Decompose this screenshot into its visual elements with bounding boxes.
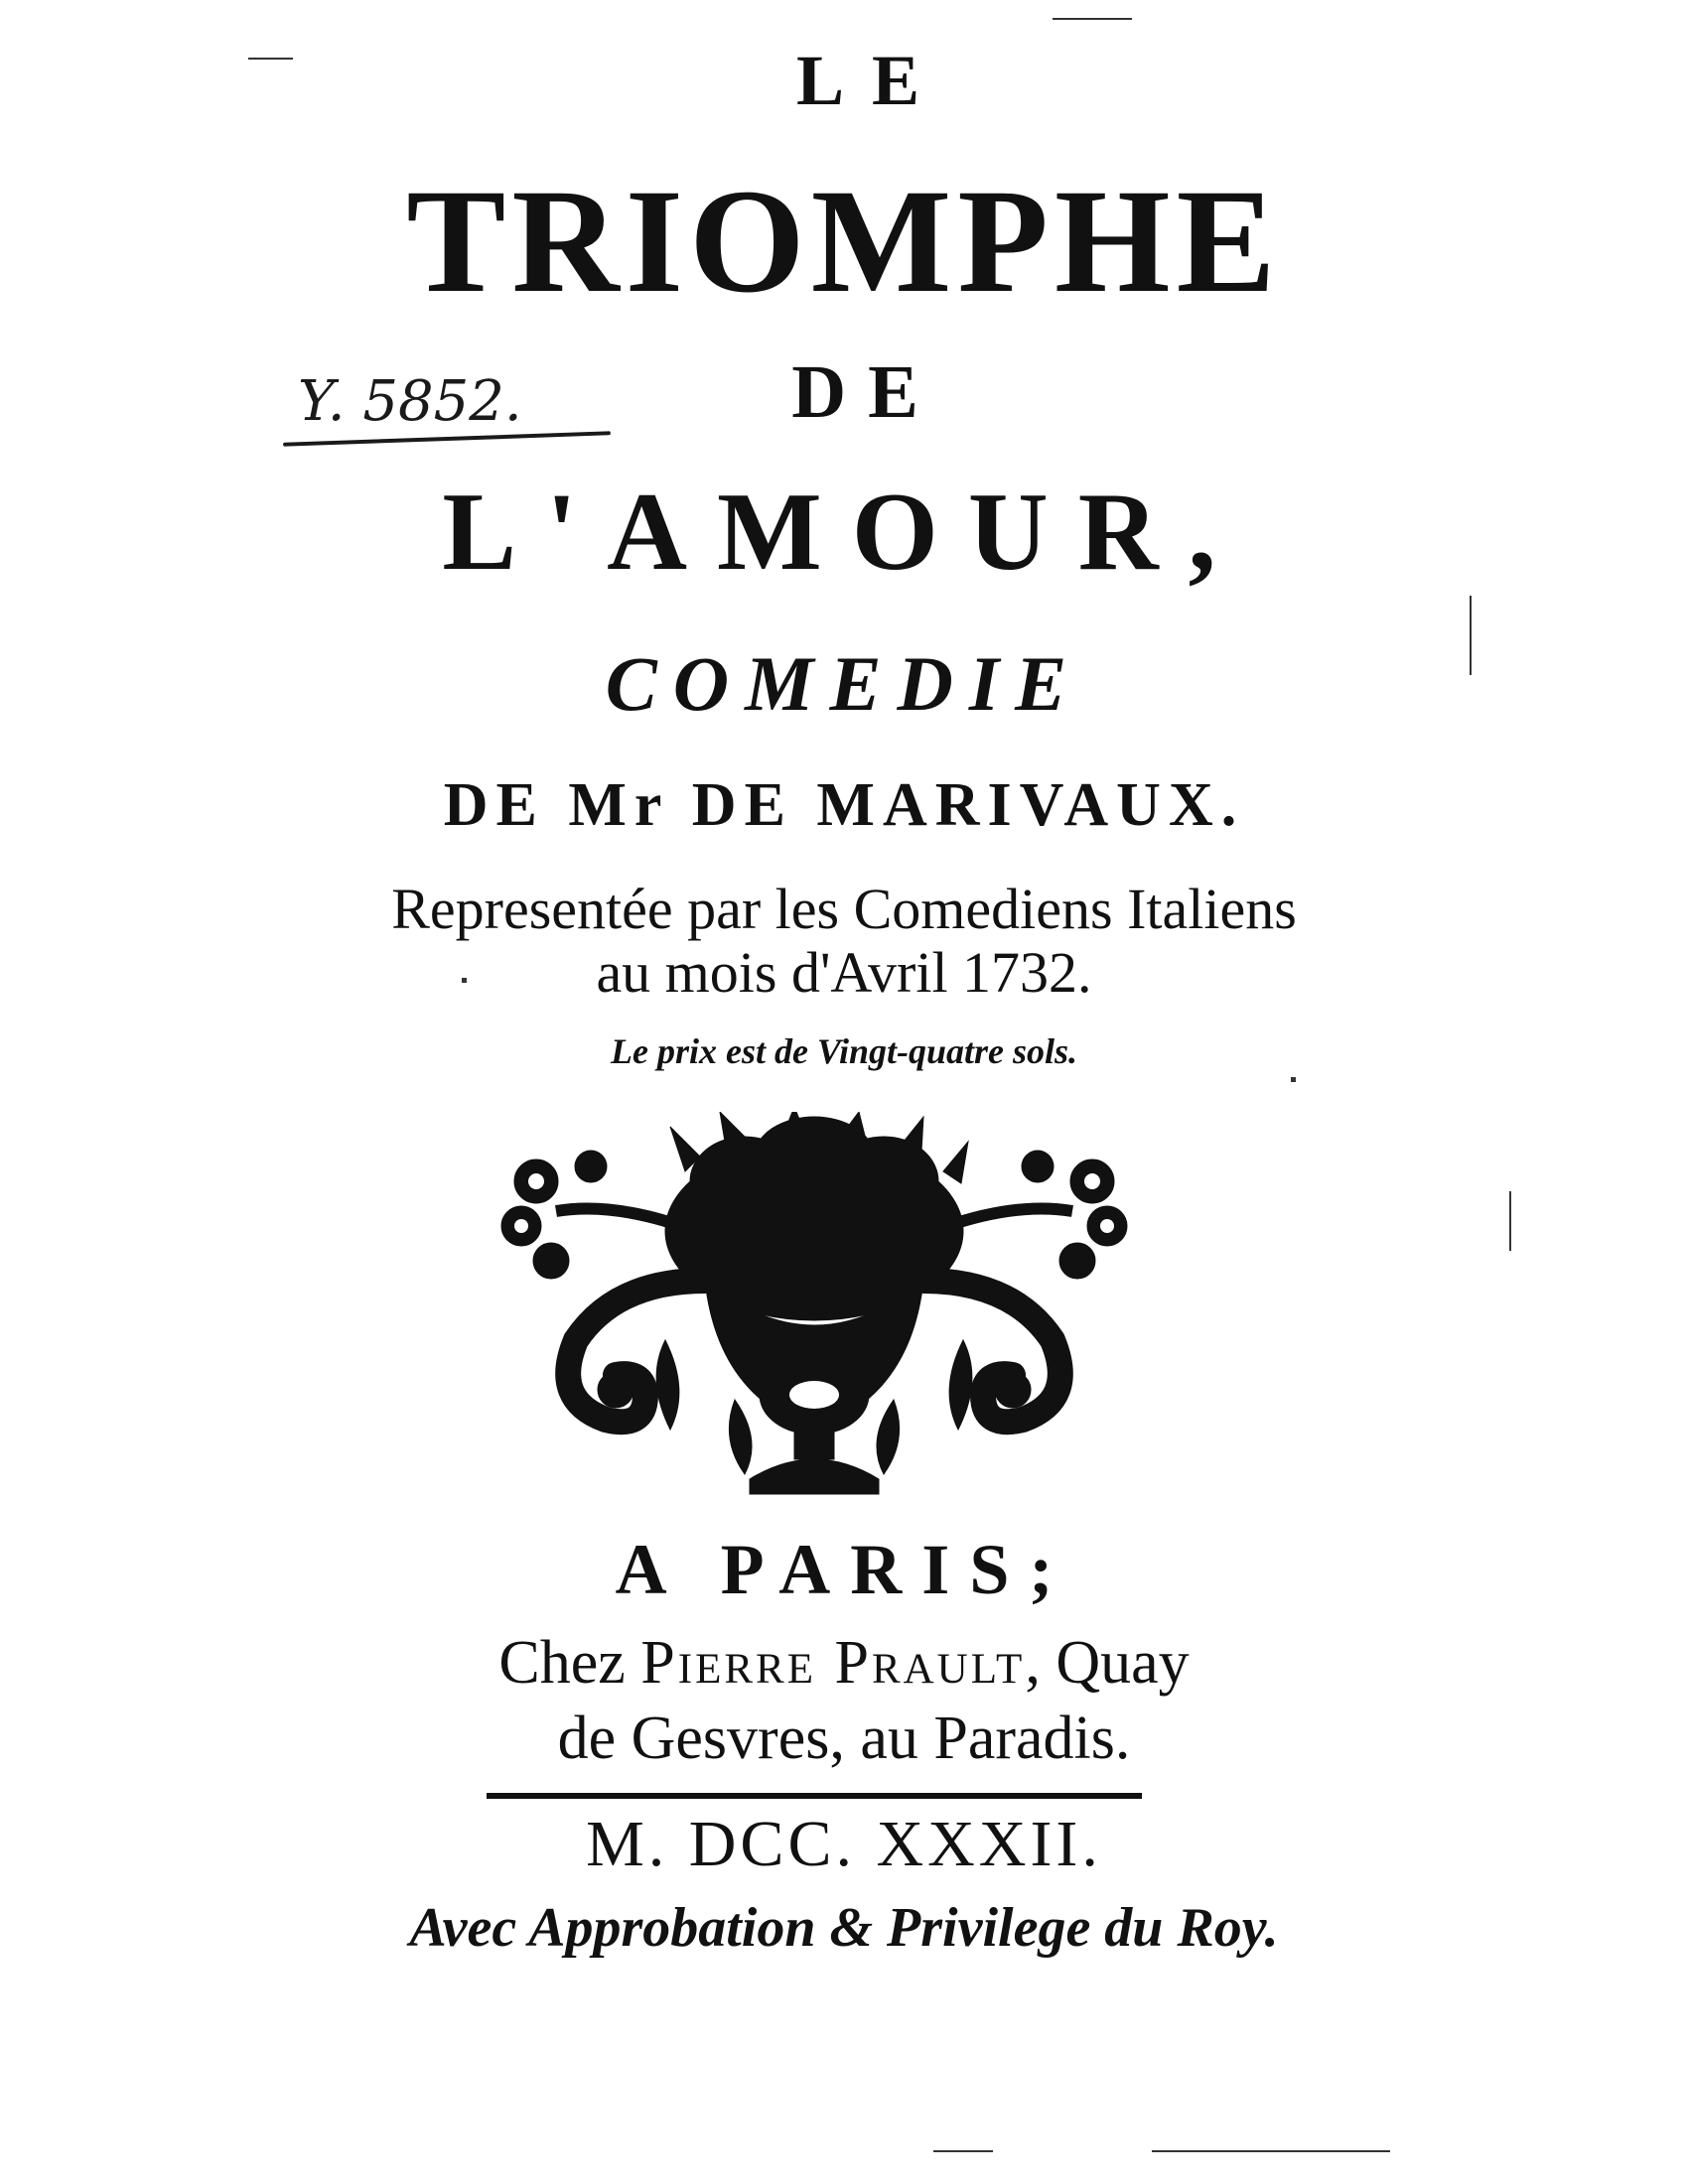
imprint-publisher-line xyxy=(0,1628,1688,1699)
scan-speck xyxy=(1509,1191,1511,1251)
author-line: DE Mr DE MARIVAUX. xyxy=(443,771,1245,839)
scan-speck xyxy=(1470,596,1472,675)
scan-speck xyxy=(248,58,293,60)
price-line: Le prix est de Vingt-quatre sols. xyxy=(610,1031,1078,1071)
publisher-name: Pierre Prault xyxy=(640,1629,1026,1697)
performance-line-2: au mois d'Avril 1732. xyxy=(596,940,1092,1005)
genre-line-comedie: COMEDIE xyxy=(605,640,1083,727)
scan-speck xyxy=(1152,2150,1390,2152)
scan-speck xyxy=(1291,1077,1296,1082)
title-line-amour: L'AMOUR, xyxy=(442,471,1246,594)
handwritten-shelfmark: Y. 5852. xyxy=(298,369,522,434)
title-line-de: DE xyxy=(791,350,940,434)
performance-line-1: Representée par les Comediens Italiens xyxy=(391,877,1297,941)
imprint-place: A PARIS; xyxy=(615,1530,1073,1609)
title-line-triomphe: TRIOMPHE xyxy=(406,159,1282,324)
imprint-address: de Gesvres, au Paradis. xyxy=(557,1705,1131,1772)
scan-speck xyxy=(462,978,467,983)
floral-basket-ornament-icon xyxy=(496,1112,1132,1499)
scan-speck xyxy=(1053,18,1132,20)
title-line-le: LE xyxy=(795,41,948,120)
imprint-privilege: Avec Approbation & Privilege du Roy. xyxy=(409,1897,1279,1959)
horizontal-rule xyxy=(487,1793,1142,1799)
scan-speck xyxy=(933,2150,993,2152)
publisher-suffix: , Quay xyxy=(1025,1629,1190,1697)
imprint-year: M. DCC. XXXII. xyxy=(586,1808,1102,1880)
publisher-prefix: Chez xyxy=(498,1629,626,1697)
